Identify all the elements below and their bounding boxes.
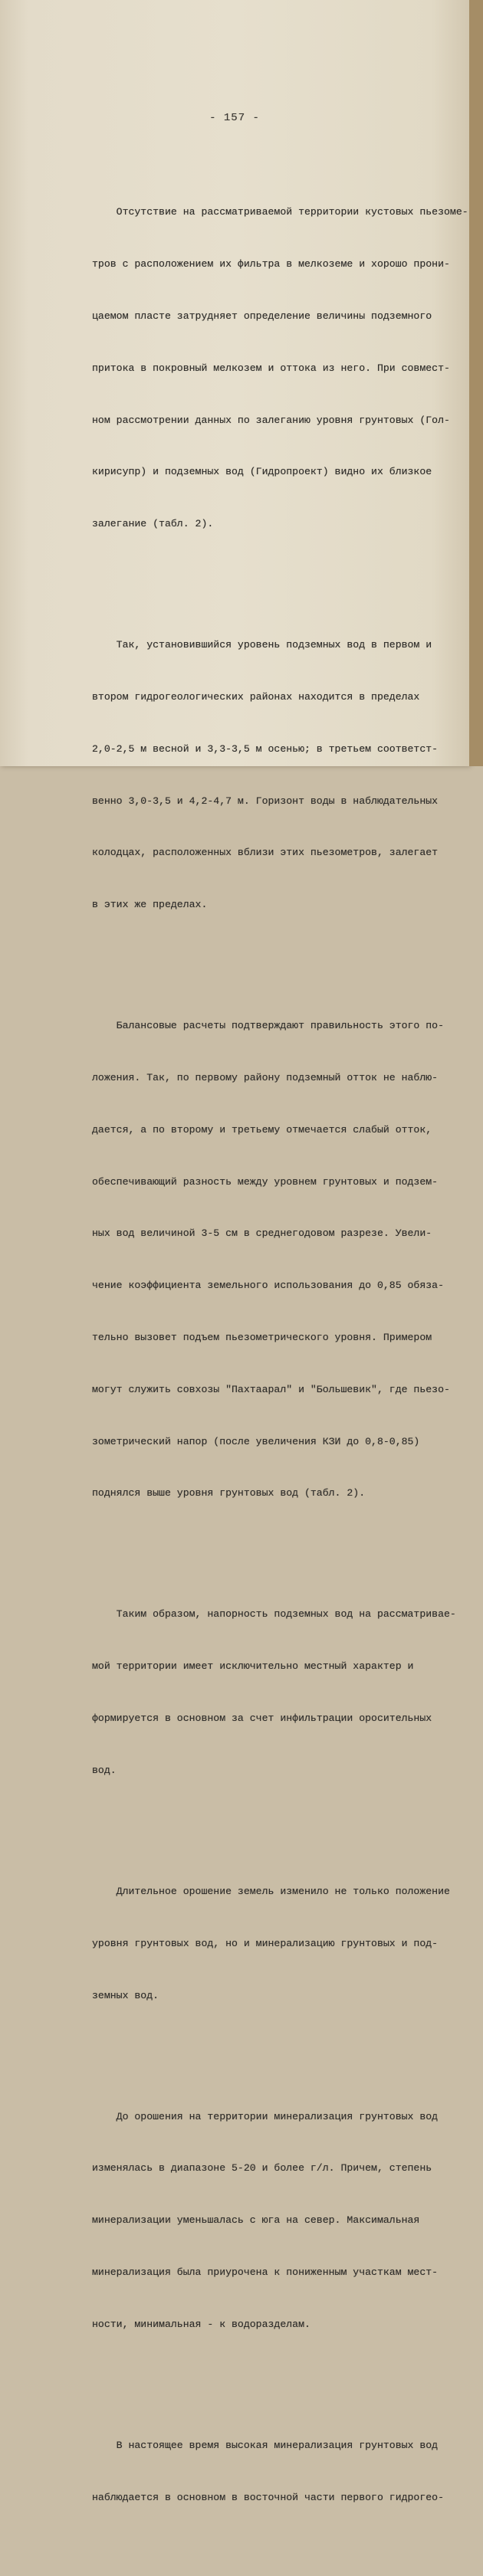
text-line: колодцах, расположенных вблизи этих пьезометров, залегает (92, 847, 439, 859)
text-line: изменялась в диапазоне 5-20 и более г/л. Причем, степень (92, 2162, 432, 2175)
paragraph (92, 602, 463, 949)
text-line: зометрический напор (после увеличения КЗИ до 0,8-0,85) (92, 1435, 420, 1447)
text-line: До орошения на территории минерализация грунтовых вод (92, 2110, 439, 2122)
text-line: Так, установившийся уровень подземных вод в первом и (92, 639, 432, 651)
text-line: поднялся выше уровня грунтовых вод (табл. 2). (92, 1487, 366, 1499)
text-line: в этих же пределах. (92, 899, 208, 911)
text-line: обеспечивающий разность между уровнем грунтовых и подзем- (92, 1175, 439, 1188)
page-number: - 157 - (209, 112, 260, 124)
text-line: ных вод величиной 3-5 см в среднегодовом разрезе. Увели- (92, 1227, 432, 1240)
paragraph (92, 983, 463, 1537)
text-line: дается, а по второму и третьему отмечается слабый отток, (92, 1123, 432, 1136)
text-line: Длительное орошение земель изменило не только положение (92, 1885, 450, 1897)
text-line: могут служить совхозы "Пахтаарал" и "Большевик", где пьезо- (92, 1383, 450, 1395)
text-line: втором гидрогеологических районах находится в пределах (92, 691, 420, 703)
paragraph (92, 1849, 463, 2040)
text-line: тров с расположением их фильтра в мелкоземе и хорошо прони- (92, 258, 450, 270)
body-text (92, 135, 468, 2576)
text-line: вод. (92, 1764, 117, 1776)
paragraph (92, 2403, 463, 2542)
text-line: 2,0-2,5 м весной и 3,3-3,5 м осенью; в третьем соответст- (92, 742, 439, 755)
text-line: минерализации уменьшалась с юга на север. Максимальная (92, 2214, 420, 2227)
paragraph (92, 1571, 463, 1814)
text-line: Отсутствие на рассматриваемой территории кустовых пьезоме- (92, 206, 468, 218)
text-line: формируется в основном за счет инфильтрации оросительных (92, 1712, 432, 1725)
text-line: венно 3,0-3,5 и 4,2-4,7 м. Горизонт воды в наблюдательных (92, 795, 439, 807)
paragraph (92, 2074, 463, 2368)
text-line: уровня грунтовых вод, но и минерализацию грунтовых и под- (92, 1937, 439, 1949)
paragraph (92, 169, 468, 568)
text-line: земных вод. (92, 1989, 159, 2001)
text-line: ности, минимальная - к водоразделам. (92, 2318, 310, 2330)
text-line: залегание (табл. 2). (92, 518, 214, 530)
text-line: наблюдается в основном в восточной части первого гидрогео- (92, 2491, 444, 2503)
page-edge-background (469, 0, 483, 766)
text-line: чение коэффициента земельного использования до 0,85 обяза- (92, 1280, 444, 1292)
text-line: ном рассмотрении данных по залеганию уровня грунтовых (Гол- (92, 414, 450, 426)
text-line: Балансовые расчеты подтверждают правильность этого по- (92, 1020, 444, 1032)
text-line: мой территории имеет исключительно местный характер и (92, 1660, 414, 1673)
text-line: тельно вызовет подъем пьезометрического уровня. Примером (92, 1331, 432, 1343)
text-line: В настоящее время высокая минерализация грунтовых вод (92, 2439, 439, 2451)
text-line: притока в покровный мелкозем и оттока из него. При совмест- (92, 362, 450, 374)
text-line: кирисупр) и подземных вод (Гидропроект) видно их близкое (92, 466, 432, 478)
text-line: минерализация была приурочена к пониженным участкам мест- (92, 2266, 439, 2279)
text-line: ложения. Так, по первому району подземный отток не наблю- (92, 1072, 439, 1084)
text-line: Таким образом, напорность подземных вод на рассматривае- (92, 1608, 456, 1621)
text-line: цаемом пласте затрудняет определение величины подземного (92, 310, 432, 322)
